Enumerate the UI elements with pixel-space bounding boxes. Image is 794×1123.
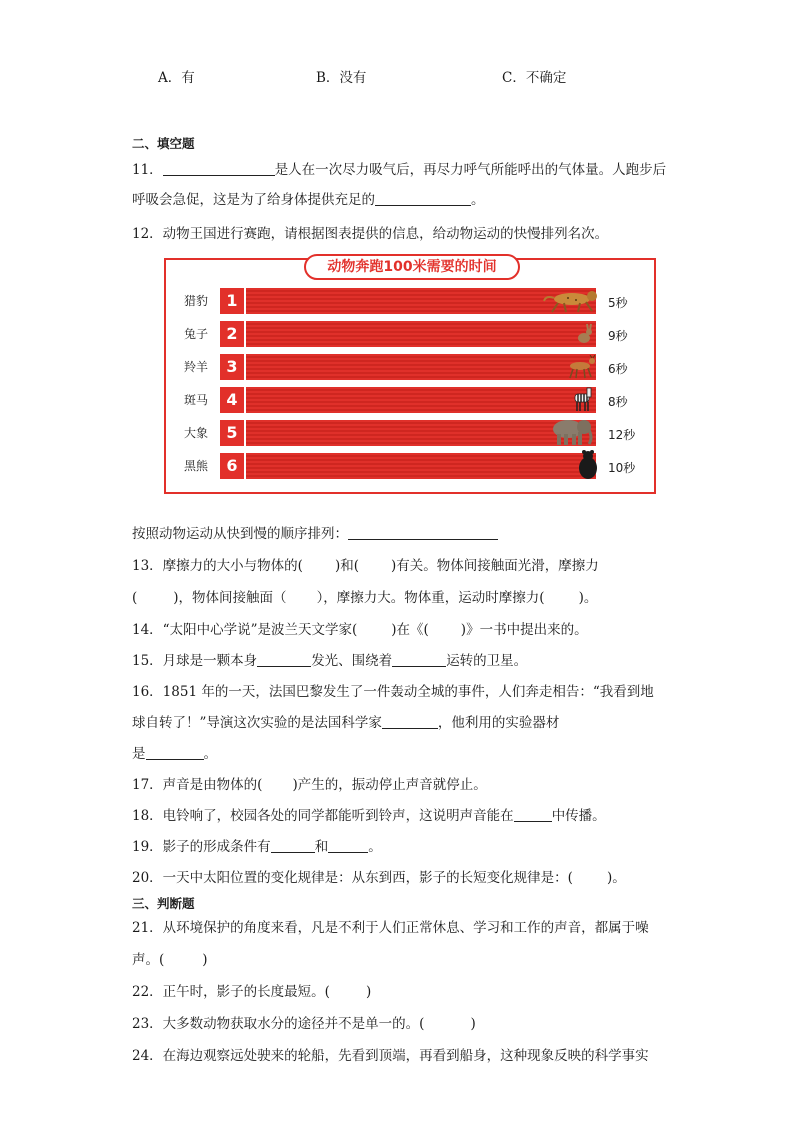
rank-number: 4 (220, 387, 244, 413)
question-23: 23．大多数动物获取水分的途径并不是单一的。( ) (132, 1016, 476, 1032)
rank-number: 6 (220, 453, 244, 479)
answer-blank[interactable] (392, 652, 446, 667)
time-label: 10秒 (608, 461, 636, 475)
elephant-icon (546, 416, 594, 450)
question-21-line1: 21．从环境保护的角度来看，凡是不利于人们正常休息、学习和工作的声音，都属于噪 (132, 920, 649, 936)
question-20: 20．一天中太阳位置的变化规律是：从东到西，影子的长短变化规律是：( )。 (132, 870, 626, 886)
chart-row (166, 387, 654, 413)
answer-blank[interactable] (257, 652, 311, 667)
time-label: 9秒 (608, 329, 628, 343)
rank-number: 5 (220, 420, 244, 446)
bear-icon (576, 449, 600, 485)
question-22: 22．正午时，影子的长度最短。( ) (132, 984, 372, 1000)
section-heading-fill-blank: 二、填空题 (132, 136, 195, 151)
option-a: A．有 (158, 70, 195, 86)
question-11-line1: 11． 是人在一次尽力吸气后，再尽力呼气所能呼出的气体量。人跑步后 (132, 162, 667, 178)
question-16-line3: 是 。 (132, 746, 217, 762)
question-24: 24．在海边观察远处驶来的轮船，先看到顶端，再看到船身，这种现象反映的科学事实 (132, 1048, 649, 1064)
answer-blank[interactable] (514, 807, 552, 822)
chart-row (166, 321, 654, 347)
time-label: 12秒 (608, 428, 636, 442)
animal-name: 大象 (184, 426, 209, 440)
race-track-bar (246, 420, 596, 446)
animal-name: 猎豹 (184, 294, 209, 308)
rank-number: 1 (220, 288, 244, 314)
question-13-line2: ( )，物体间接触面（ ），摩擦力大。物体重，运动时摩擦力( )。 (132, 590, 598, 606)
chart-row (166, 288, 654, 314)
rank-number: 2 (220, 321, 244, 347)
race-track-bar (246, 321, 596, 347)
question-11-line2: 呼吸会急促，这是为了给身体提供充足的 。 (132, 192, 485, 208)
zebra-icon (571, 386, 595, 416)
animal-name: 羚羊 (184, 360, 209, 374)
question-21-line2: 声。( ) (132, 952, 208, 968)
answer-blank[interactable] (348, 525, 498, 540)
question-19: 19．影子的形成条件有 和 。 (132, 839, 382, 855)
chart-row (166, 453, 654, 479)
question-12: 12．动物王国进行赛跑，请根据图表提供的信息，给动物运动的快慢排列名次。 (132, 226, 609, 242)
antelope-icon (564, 355, 598, 383)
answer-blank[interactable] (163, 161, 275, 176)
race-track-bar (246, 387, 596, 413)
time-label: 8秒 (608, 395, 628, 409)
cheetah-icon (542, 289, 604, 317)
time-label: 5秒 (608, 296, 628, 310)
option-c: C．不确定 (502, 70, 567, 86)
animal-name: 斑马 (184, 393, 209, 407)
chart-title: 动物奔跑100米需要的时间 (304, 254, 520, 280)
question-13-line1: 13．摩擦力的大小与物体的( )和( )有关。物体间接触面光滑，摩擦力 (132, 558, 599, 574)
question-16-line1: 16．1851 年的一天，法国巴黎发生了一件轰动全城的事件，人们奔走相告：“我看到地 (132, 684, 654, 700)
answer-blank[interactable] (271, 838, 315, 853)
answer-blank[interactable] (328, 838, 368, 853)
answer-blank[interactable] (146, 745, 204, 760)
option-b: B．没有 (316, 70, 367, 86)
question-18: 18．电铃响了，校园各处的同学都能听到铃声，这说明声音能在 中传播。 (132, 808, 606, 824)
answer-blank[interactable] (382, 714, 438, 729)
animal-name: 兔子 (184, 327, 209, 341)
rank-number: 3 (220, 354, 244, 380)
answer-blank[interactable] (375, 191, 471, 206)
chart-row (166, 354, 654, 380)
question-16-line2: 球自转了！”导演这次实验的是法国科学家 ，他利用的实验器材 (132, 715, 560, 731)
question-15: 15．月球是一颗本身 发光、围绕着 运转的卫星。 (132, 653, 528, 669)
race-track-bar (246, 354, 596, 380)
chart-row (166, 420, 654, 446)
race-track-bar (246, 453, 596, 479)
animal-race-chart (164, 258, 656, 494)
question-12-answer: 按照动物运动从快到慢的顺序排列： (132, 524, 498, 544)
section-heading-true-false: 三、判断题 (132, 896, 195, 911)
time-label: 6秒 (608, 362, 628, 376)
question-17: 17．声音是由物体的( )产生的，振动停止声音就停止。 (132, 777, 487, 793)
question-14: 14．“太阳中心学说”是波兰天文学家( )在《( )》一书中提出来的。 (132, 622, 588, 638)
animal-name: 黑熊 (184, 459, 209, 473)
rabbit-icon (576, 323, 594, 349)
